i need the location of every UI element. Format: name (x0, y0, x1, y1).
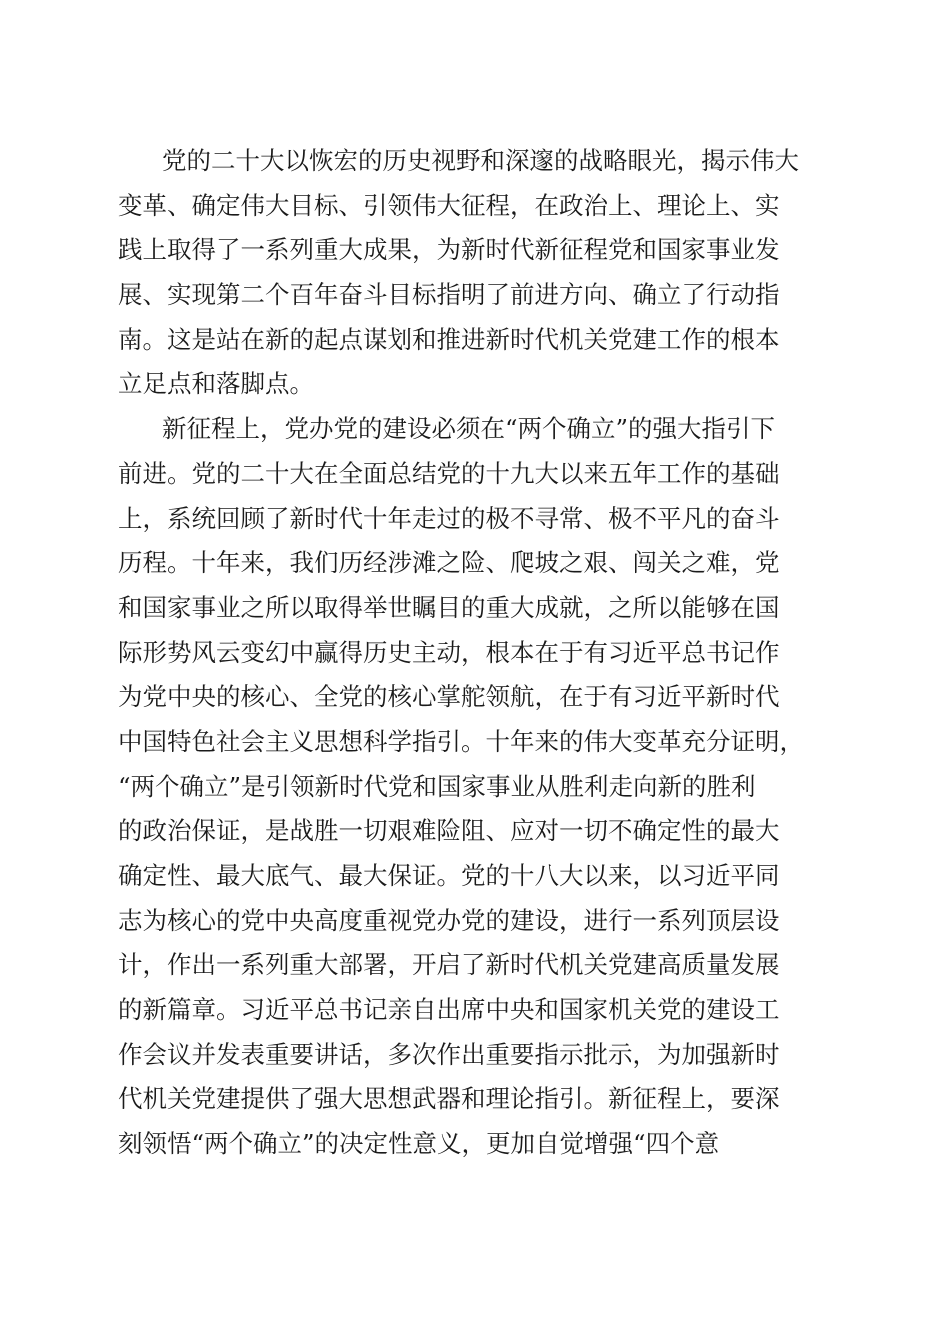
text-line: 确定性、最大底气、最大保证。党的十八大以来，以习近平同 (118, 861, 780, 890)
text-line: 为党中央的核心、全党的核心掌舵领航，在于有习近平新时代 (118, 682, 780, 712)
text-line: 刻领悟“两个确立”的决定性意义，更加自觉增强“四个意 (118, 1129, 720, 1159)
paragraph-1 (118, 139, 830, 407)
text-line: 历程。十年来，我们历经涉滩之险、爬坡之艰、闯关之难，党 (118, 548, 780, 578)
text-line: 立足点和落脚点。 (118, 369, 314, 399)
text-line: 践上取得了一系列重大成果，为新时代新征程党和国家事业发 (118, 235, 780, 265)
text-line: 和国家事业之所以取得举世瞩目的重大成就，之所以能够在国 (118, 592, 780, 622)
text-line: “两个确立”是引领新时代党和国家事业从胜利走向新的胜利 (118, 771, 756, 801)
text-line: 展、实现第二个百年奋斗目标指明了前进方向、确立了行动指 (118, 280, 780, 310)
text-line: 的政治保证，是战胜一切艰难险阻、应对一切不确定性的最大 (118, 816, 780, 846)
text-line: 新征程上，党办党的建设必须在“两个确立”的强大指引下 (162, 414, 776, 444)
text-line: 作会议并发表重要讲话，多次作出重要指示批示，为加强新时 (118, 1039, 780, 1069)
text-line: 的新篇章。习近平总书记亲自出席中央和国家机关党的建设工 (118, 995, 780, 1025)
paragraph-2 (118, 407, 830, 1167)
text-line: 志为核心的党中央高度重视党办党的建设，进行一系列顶层设 (118, 905, 780, 935)
text-line: 前进。党的二十大在全面总结党的十九大以来五年工作的基础 (118, 458, 780, 488)
text-line: 中国特色社会主义思想科学指引。十年来的伟大变革充分证明， (118, 726, 804, 756)
text-line: 变革、确定伟大目标、引领伟大征程，在政治上、理论上、实 (118, 190, 780, 220)
text-line: 党的二十大以恢宏的历史视野和深邃的战略眼光，揭示伟大 (162, 146, 799, 175)
text-line: 计，作出一系列重大部署，开启了新时代机关党建高质量发展 (118, 950, 780, 980)
text-line: 上，系统回顾了新时代十年走过的极不寻常、极不平凡的奋斗 (118, 503, 780, 533)
text-line: 南。这是站在新的起点谋划和推进新时代机关党建工作的根本 (118, 324, 780, 354)
text-line: 代机关党建提供了强大思想武器和理论指引。新征程上，要深 (118, 1084, 780, 1114)
text-line: 际形势风云变幻中赢得历史主动，根本在于有习近平总书记作 (118, 637, 780, 667)
document-body (118, 139, 830, 1167)
